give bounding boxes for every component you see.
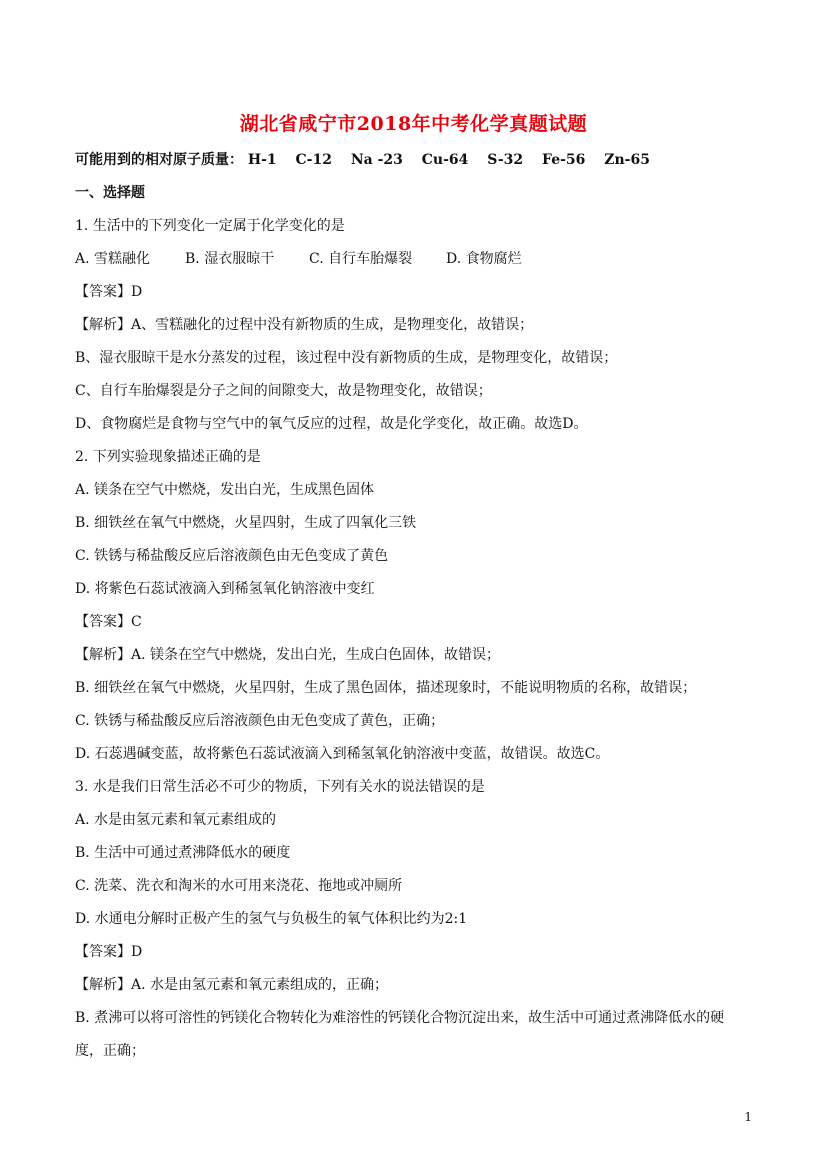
section-heading: 一、选择题 <box>75 185 145 201</box>
q1-option-c: C. 自行车胎爆裂 <box>309 251 413 267</box>
question-2-option: B. 细铁丝在氧气中燃烧，火星四射，生成了四氧化三铁 <box>75 515 417 531</box>
question-2-option: D. 将紫色石蕊试液滴入到稀氢氧化钠溶液中变红 <box>75 581 375 597</box>
question-1-stem: 1. 生活中的下列变化一定属于化学变化的是 <box>75 218 345 234</box>
question-1-options <box>75 250 522 268</box>
q1-option-a: A. 雪糕融化 <box>75 251 151 267</box>
question-3-option: B. 生活中可通过煮沸降低水的硬度 <box>75 845 291 861</box>
question-3-analysis-line: 【解析】A. 水是由氢元素和氧元素组成的，正确； <box>75 977 389 993</box>
question-3-option: C. 洗菜、洗衣和淘米的水可用来浇花、拖地或冲厕所 <box>75 878 403 894</box>
question-3-option: D. 水通电分解时正极产生的氢气与负极生的氧气体积比约为2:1 <box>75 911 468 927</box>
question-3-stem: 3. 水是我们日常生活必不可少的物质，下列有关水的说法错误的是 <box>75 779 485 795</box>
question-2-analysis-line: 【解析】A. 镁条在空气中燃烧，发出白光，生成白色固体，故错误； <box>75 647 501 663</box>
question-3-answer: 【答案】D <box>75 944 143 960</box>
question-1-analysis-line: 【解析】A、雪糕融化的过程中没有新物质的生成，是物理变化，故错误； <box>75 317 534 333</box>
question-2-option: C. 铁锈与稀盐酸反应后溶液颜色由无色变成了黄色 <box>75 548 389 564</box>
q1-option-d: D. 食物腐烂 <box>446 251 522 267</box>
question-1-answer: 【答案】D <box>75 284 143 300</box>
question-2-option: A. 镁条在空气中燃烧，发出白光，生成黑色固体 <box>75 482 375 498</box>
question-1-analysis-line: B、湿衣服晾干是水分蒸发的过程，该过程中没有新物质的生成，是物理变化，故错误； <box>75 350 618 366</box>
page-number: 1 <box>744 1110 752 1124</box>
atomic-masses: 可能用到的相对原子质量： H-1 C-12 Na -23 Cu-64 S-32 Fe-56 Zn-65 <box>75 152 650 168</box>
question-3-option: A. 水是由氢元素和氧元素组成的 <box>75 812 277 828</box>
question-2-analysis-line: C. 铁锈与稀盐酸反应后溶液颜色由无色变成了黄色，正确； <box>75 713 445 729</box>
question-3-analysis-line: 度，正确； <box>75 1043 145 1059</box>
question-1-analysis-line: C、自行车胎爆裂是分子之间的间隙变大，故是物理变化，故错误； <box>75 383 492 399</box>
question-2-stem: 2. 下列实验现象描述正确的是 <box>75 449 261 465</box>
question-1-analysis-line: D、食物腐烂是食物与空气中的氧气反应的过程，故是化学变化，故正确。故选D。 <box>75 416 588 432</box>
document-title: 湖北省咸宁市2018年中考化学真题试题 <box>239 113 588 135</box>
question-2-analysis-line: D. 石蕊遇碱变蓝，故将紫色石蕊试液滴入到稀氢氧化钠溶液中变蓝，故错误。故选C。 <box>75 746 610 762</box>
q1-option-b: B. 湿衣服晾干 <box>185 251 275 267</box>
question-2-analysis-line: B. 细铁丝在氧气中燃烧，火星四射，生成了黑色固体，描述现象时，不能说明物质的名称，故错误； <box>75 680 697 696</box>
question-3-analysis-line: B. 煮沸可以将可溶性的钙镁化合物转化为难溶性的钙镁化合物沉淀出来，故生活中可通过煮沸降低水的硬 <box>75 1010 725 1026</box>
question-2-answer: 【答案】C <box>75 614 142 630</box>
